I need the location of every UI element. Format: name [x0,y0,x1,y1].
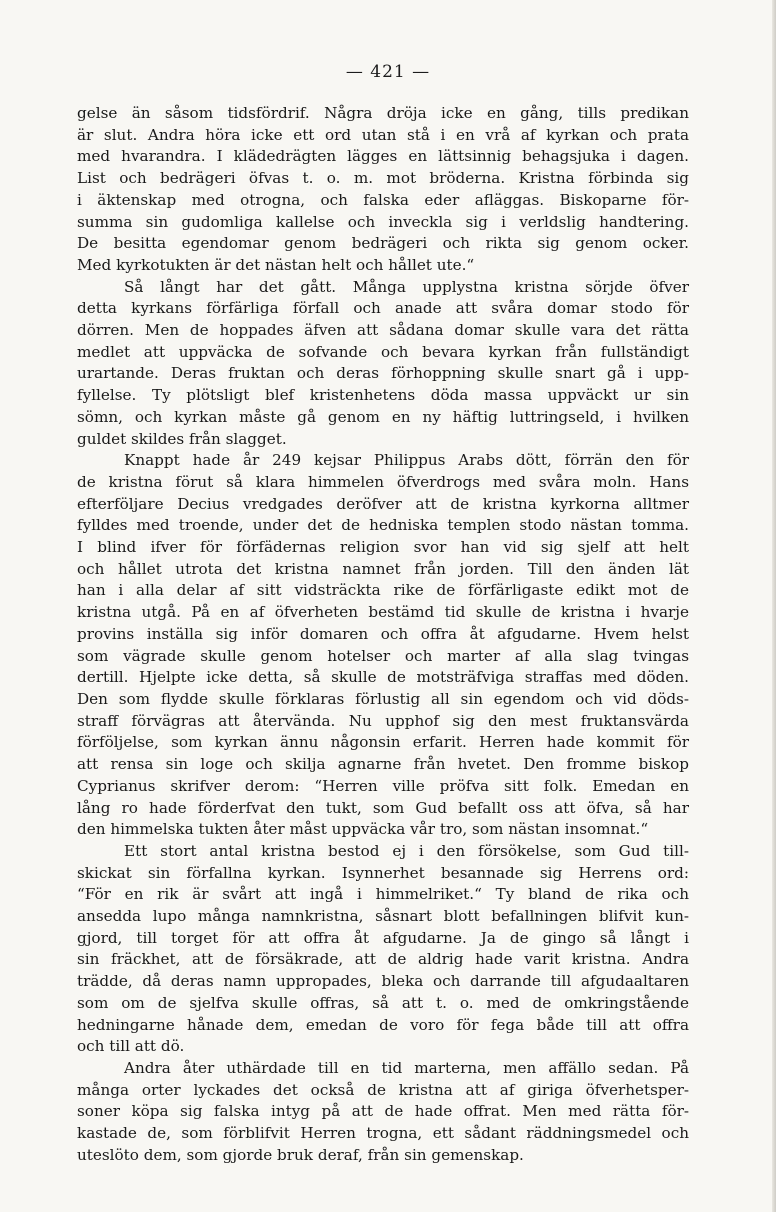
text-line: många orter lyckades det också de kristna att af giriga öfverhetsper- [77,1080,689,1099]
text-line: lång ro hade förderfvat den tukt, som Gud befallt oss att öfva, så har [77,798,689,817]
text-line: sin fräckhet, att de försäkrade, att de aldrig hade varit kristna. Andra [77,950,689,969]
text-line: kastade de, som förblifvit Herren trogna, ett sådant räddningsmedel och [77,1124,689,1143]
text-line: ansedda lupo många namnkristna, såsnart blott befallningen blifvit kun- [77,907,689,926]
text-line: gjord, till torget för att offra åt afgudarne. Ja de gingo så långt i [77,928,689,947]
paragraph [77,841,689,1058]
text-line: att rensa sin loge och skilja agnarne från hvetet. Den fromme biskop [77,755,689,774]
text-line: detta kyrkans förfärliga förfall och anade att svåra domar stodo för [77,299,689,318]
text-line: “För en rik är svårt att ingå i himmelriket.“ Ty bland de rika och [77,885,689,904]
text-line: hedningarne hånade dem, emedan de voro för fega både till att offra [77,1015,689,1034]
text-line: fyllelse. Ty plötsligt blef kristenhetens döda massa uppväckt ur sin [77,386,689,405]
text-line: i äktenskap med otrogna, och falska eder afläggas. Biskoparne för- [77,190,689,209]
text-line: och till att dö. [77,1037,185,1056]
text-line: dörren. Men de hoppades äfven att sådana domar skulle vara det rätta [77,321,689,340]
text-line: som vägrade skulle genom hotelser och marter af alla slag tvingas [77,646,689,665]
paragraph [77,103,689,277]
text-line: och hållet utrota det kristna namnet från jorden. Till den änden lät [77,559,689,578]
page-edge [772,0,776,1212]
text-line: Andra åter uthärdade till en tid marterna, men affällo sedan. På [124,1058,689,1077]
text-line: medlet att uppväcka de sofvande och bevara kyrkan från fullständigt [77,342,689,361]
paragraph [77,277,689,451]
text-line: dertill. Hjelpte icke detta, så skulle de motsträfviga straffas med döden. [77,668,689,687]
paragraph [77,450,689,841]
text-line: efterföljare Decius vredgades deröfver att de kristna kyrkorna alltmer [77,494,689,513]
text-line: de kristna förut så klara himmelen öfverdrogs med svåra moln. Hans [77,472,689,491]
text-line: den himmelska tukten åter måst uppväcka vår tro, som nästan insomnat.“ [77,820,649,839]
text-line: kristna utgå. På en af öfverheten bestämd tid skulle de kristna i hvarje [77,603,689,622]
text-line: med hvarandra. I klädedrägten lägges en lättsinnig behagsjuka i dagen. [77,147,689,166]
text-line: skickat sin förfallna kyrkan. Isynnerhet besannade sig Herrens ord: [77,863,689,882]
text-line: provins inställa sig inför domaren och offra åt afgudarne. Hvem helst [77,624,689,643]
text-line: Så långt har det gått. Många upplystna kristna sörjde öfver [124,277,689,296]
text-line: fylldes med troende, under det de hedniska templen stodo nästan tomma. [77,516,689,535]
text-line: är slut. Andra höra icke ett ord utan stå i en vrå af kyrkan och prata [77,125,689,144]
text-line: uteslöto dem, som gjorde bruk deraf, från sin gemenskap. [77,1145,524,1164]
text-line: Med kyrkotukten är det nästan helt och hållet ute.“ [77,255,475,274]
text-line: List och bedrägeri öfvas t. o. m. mot bröderna. Kristna förbinda sig [77,169,689,188]
text-line: Den som flydde skulle förklaras förlustig all sin egendom och vid döds- [77,689,689,708]
text-line: förföljelse, som kyrkan ännu någonsin erfarit. Herren hade kommit för [77,733,689,752]
text-line: trädde, då deras namn uppropades, bleka och darrande till afgudaaltaren [77,972,689,991]
text-line: gelse än såsom tidsfördrif. Några dröja icke en gång, tills predikan [77,104,689,122]
text-line: sömn, och kyrkan måste gå genom en ny häftig luttringseld, i hvilken [77,407,689,426]
page-number: — 421 — [345,62,431,82]
text-line: urartande. Deras fruktan och deras förhoppning skulle snart gå i upp- [77,364,689,383]
text-line: Ett stort antal kristna bestod ej i den försökelse, som Gud till- [124,841,689,860]
text-line: summa sin gudomliga kallelse och inveckla sig i verldslig handtering. [77,212,689,231]
paragraph [77,1058,689,1167]
text-line: som om de sjelfva skulle offras, så att t. o. med de omkringstående [77,993,689,1012]
text-line: soner köpa sig falska intyg på att de hade offrat. Men med rätta för- [77,1102,689,1121]
text-line: han i alla delar af sitt vidsträckta rike de förfärligaste edikt mot de [77,581,689,600]
text-line: guldet skildes från slagget. [77,429,287,448]
text-line: De besitta egendomar genom bedrägeri och rikta sig genom ocker. [77,234,689,253]
text-line: straff förvägras att återvända. Nu upphof sig den mest fruktansvärda [77,711,689,730]
text-line: I blind ifver för förfädernas religion svor han vid sig sjelf att helt [77,538,689,557]
text-line: Knappt hade år 249 kejsar Philippus Arabs dött, förrän den för [124,451,689,470]
body-text [77,103,689,1166]
text-line: Cyprianus skrifver derom: “Herren ville pröfva sitt folk. Emedan en [77,776,689,795]
